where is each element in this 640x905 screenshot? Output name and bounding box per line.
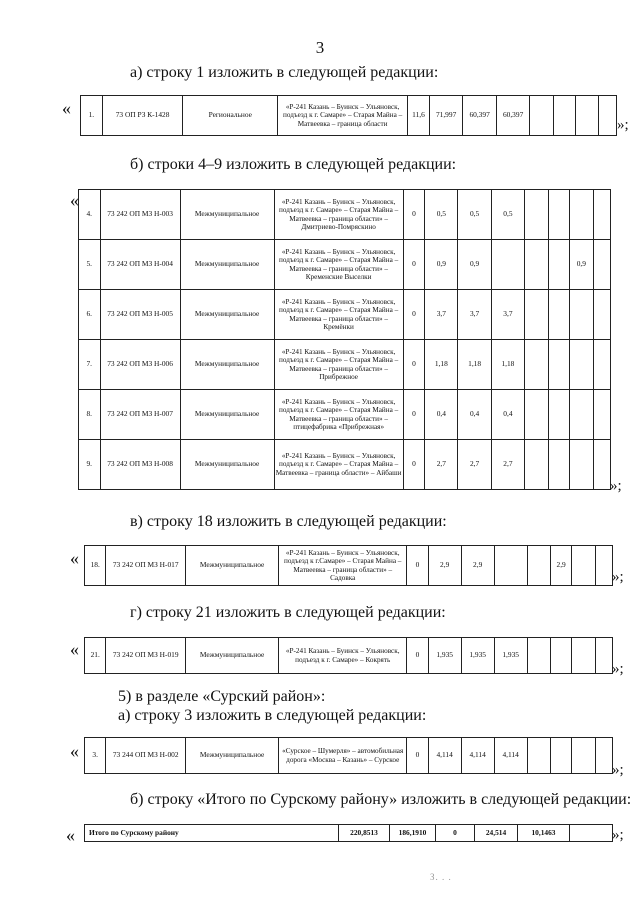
value-cell: 3,7: [491, 290, 524, 340]
value-cell: 60,397: [463, 96, 497, 136]
road-name: «Р-241 Казань – Буинск – Ульяновск, подъезд к г. Самаре» – Старая Майна – Матвеевка – граница области: [278, 96, 408, 136]
value-cell: 1,935: [428, 638, 461, 674]
row-number: 1.: [81, 96, 103, 136]
value-cell: 0,5: [425, 190, 458, 240]
table-row: [79, 190, 611, 240]
table-section-g: [84, 637, 613, 674]
value-cell: [491, 240, 524, 290]
table-section-b: [78, 189, 611, 490]
road-type: Межмуниципальное: [185, 546, 278, 586]
table-row: [85, 738, 613, 774]
empty-cell: [593, 390, 611, 440]
close-quote: »;: [617, 117, 629, 133]
value-cell: [548, 240, 570, 290]
road-code: 73 242 ОП МЗ Н-019: [106, 638, 186, 674]
value-cell: 1,18: [425, 340, 458, 390]
value-cell: 0,9: [458, 240, 491, 290]
road-code: 73 242 ОП МЗ Н-017: [106, 546, 186, 586]
value-cell: 71,997: [429, 96, 463, 136]
row-number: 5.: [79, 240, 101, 290]
value-cell: [494, 546, 527, 586]
section-g-heading: г) строку 21 изложить в следующей редакции:: [130, 604, 446, 621]
row-number: 3.: [85, 738, 106, 774]
sura-heading: 5) в разделе «Сурский район»:: [118, 688, 326, 705]
empty-cell: [599, 96, 617, 136]
road-type: Межмуниципальное: [185, 738, 278, 774]
table-section-a: [80, 95, 617, 136]
value-cell: 1,935: [494, 638, 527, 674]
open-quote: «: [70, 639, 79, 659]
value-cell: [525, 290, 549, 340]
close-quote: »;: [612, 827, 624, 843]
value-cell: 2,9: [428, 546, 461, 586]
value-cell: 0: [407, 638, 428, 674]
value-cell: 1,18: [491, 340, 524, 390]
value-cell: 0: [407, 546, 428, 586]
total-value: 220,8513: [339, 825, 390, 842]
value-cell: 0,4: [458, 390, 491, 440]
table-row: [85, 546, 613, 586]
row-number: 9.: [79, 440, 101, 490]
table-section-v: [84, 545, 613, 586]
road-code: 73 242 ОП МЗ Н-005: [100, 290, 180, 340]
value-cell: 2,9: [550, 546, 571, 586]
section-b-heading: б) строки 4–9 изложить в следующей редакции:: [130, 156, 457, 173]
empty-cell: [593, 340, 611, 390]
road-type: Межмуниципальное: [180, 390, 274, 440]
road-code: 73 242 ОП МЗ Н-003: [100, 190, 180, 240]
value-cell: [525, 240, 549, 290]
road-name: «Р-241 Казань – Буинск – Ульяновск, подъезд к г. Самаре» – Старая Майна – Матвеевка – граница области» – Кремёнки: [274, 290, 403, 340]
value-cell: 3,7: [458, 290, 491, 340]
value-cell: [527, 638, 550, 674]
value-cell: 60,397: [496, 96, 530, 136]
value-cell: 2,7: [458, 440, 491, 490]
empty-cell: [593, 290, 611, 340]
table-section-sura: [84, 737, 613, 774]
value-cell: 3,7: [425, 290, 458, 340]
empty-cell: [595, 638, 613, 674]
road-code: 73 242 ОП МЗ Н-004: [100, 240, 180, 290]
value-cell: 11,6: [408, 96, 430, 136]
empty-cell: [595, 546, 613, 586]
value-cell: [572, 546, 595, 586]
value-cell: [553, 96, 575, 136]
total-value: 24,514: [475, 825, 518, 842]
row-number: 8.: [79, 390, 101, 440]
value-cell: [570, 190, 594, 240]
value-cell: [525, 440, 549, 490]
road-code: 73 242 ОП МЗ Н-006: [100, 340, 180, 390]
value-cell: [527, 546, 550, 586]
road-name: «Сурское – Шумерля» – автомобильная дорога «Москва – Казань» – Сурское: [279, 738, 407, 774]
value-cell: 1,935: [461, 638, 494, 674]
section-a-heading: а) строку 1 изложить в следующей редакции:: [130, 64, 439, 81]
total-value: 186,1910: [390, 825, 436, 842]
value-cell: 0: [403, 340, 425, 390]
row-number: 6.: [79, 290, 101, 340]
value-cell: [548, 190, 570, 240]
road-type: Межмуниципальное: [180, 440, 274, 490]
table-row: [79, 290, 611, 340]
value-cell: 4,114: [494, 738, 527, 774]
road-type: Межмуниципальное: [180, 340, 274, 390]
close-quote: »;: [610, 478, 622, 494]
value-cell: [525, 390, 549, 440]
road-type: Межмуниципальное: [180, 290, 274, 340]
value-cell: [570, 290, 594, 340]
value-cell: [530, 96, 554, 136]
close-quote: »;: [612, 762, 624, 778]
page-number: 3: [315, 38, 325, 57]
total-table: [84, 824, 613, 842]
value-cell: 0: [403, 190, 425, 240]
road-code: 73 244 ОП МЗ Н-002: [106, 738, 186, 774]
value-cell: 0: [407, 738, 428, 774]
table-row: [79, 240, 611, 290]
value-cell: 0,4: [425, 390, 458, 440]
empty-cell: [593, 190, 611, 240]
value-cell: 0: [403, 240, 425, 290]
row-number: 21.: [85, 638, 106, 674]
total-empty-cell: [570, 825, 613, 842]
value-cell: [572, 738, 595, 774]
empty-cell: [595, 738, 613, 774]
row-number: 4.: [79, 190, 101, 240]
value-cell: [570, 390, 594, 440]
open-quote: «: [70, 741, 79, 761]
empty-cell: [593, 440, 611, 490]
row-number: 7.: [79, 340, 101, 390]
value-cell: 0: [403, 290, 425, 340]
value-cell: [572, 638, 595, 674]
value-cell: [525, 340, 549, 390]
open-quote: «: [62, 98, 71, 118]
value-cell: 2,7: [425, 440, 458, 490]
road-name: «Р-241 Казань – Буинск – Ульяновск, подъезд к г. Самаре» – Старая Майна – Матвеевка – граница области» – птицефабрика «Прибрежная»: [274, 390, 403, 440]
value-cell: [570, 340, 594, 390]
road-name: «Р-241 Казань – Буинск – Ульяновск, подъезд к г. Самаре» – Старая Майна – Матвеевка – граница области» – Дмитриево-Помряскино: [274, 190, 403, 240]
value-cell: [570, 440, 594, 490]
road-type: Межмуниципальное: [180, 240, 274, 290]
value-cell: 0,9: [425, 240, 458, 290]
total-value: 10,1463: [518, 825, 570, 842]
value-cell: 4,114: [428, 738, 461, 774]
road-code: 73 242 ОП МЗ Н-008: [100, 440, 180, 490]
total-value: 0: [436, 825, 475, 842]
road-name: «Р-241 Казань – Буинск – Ульяновск, подъезд к г. Самаре» – Кокрять: [279, 638, 407, 674]
value-cell: 0,5: [491, 190, 524, 240]
sura-subheading: а) строку 3 изложить в следующей редакции:: [118, 707, 427, 724]
road-code: 73 ОП РЗ К-1428: [102, 96, 183, 136]
road-name: «Р-241 Казань – Буинск – Ульяновск, подъезд к г. Самаре» – Старая Майна – Матвеевка – граница области» – Айбаши: [274, 440, 403, 490]
road-code: 73 242 ОП МЗ Н-007: [100, 390, 180, 440]
value-cell: [548, 290, 570, 340]
total-label: Итого по Сурскому району: [85, 825, 339, 842]
open-quote: «: [66, 825, 75, 845]
section-v-heading: в) строку 18 изложить в следующей редакции:: [130, 513, 447, 530]
empty-cell: [593, 240, 611, 290]
table-row: [79, 340, 611, 390]
road-type: Региональное: [183, 96, 278, 136]
value-cell: 0: [403, 440, 425, 490]
open-quote: «: [70, 548, 79, 568]
value-cell: 0,5: [458, 190, 491, 240]
row-number: 18.: [85, 546, 106, 586]
close-quote: »;: [612, 661, 624, 677]
value-cell: 0,9: [570, 240, 594, 290]
bottom-mark: З. . .: [430, 872, 452, 882]
value-cell: 2,9: [461, 546, 494, 586]
road-name: «Р-241 Казань – Буинск – Ульяновск, подъезд к г. Самаре» – Старая Майна – Матвеевка – граница области» – Прибрежное: [274, 340, 403, 390]
value-cell: [575, 96, 599, 136]
road-type: Межмуниципальное: [180, 190, 274, 240]
value-cell: 0,4: [491, 390, 524, 440]
value-cell: [550, 638, 571, 674]
value-cell: 0: [403, 390, 425, 440]
close-quote: »;: [612, 569, 624, 585]
table-row: [81, 96, 617, 136]
road-type: Межмуниципальное: [185, 638, 278, 674]
value-cell: [550, 738, 571, 774]
total-row: [85, 825, 613, 842]
value-cell: 1,18: [458, 340, 491, 390]
table-row: [85, 638, 613, 674]
value-cell: [548, 340, 570, 390]
value-cell: [525, 190, 549, 240]
table-row: [79, 390, 611, 440]
road-name: «Р-241 Казань – Буинск – Ульяновск, подъезд к г.Самаре» – Старая Майна – Матвеевка – граница области» – Садовка: [279, 546, 407, 586]
table-row: [79, 440, 611, 490]
road-name: «Р-241 Казань – Буинск – Ульяновск, подъезд к г. Самаре» – Старая Майна – Матвеевка – граница области» – Кременские Выселки: [274, 240, 403, 290]
open-quote: «: [70, 190, 79, 210]
value-cell: [548, 390, 570, 440]
total-heading: б) строку «Итого по Сурскому району» изложить в следующей редакции:: [130, 791, 632, 808]
value-cell: 4,114: [461, 738, 494, 774]
value-cell: [527, 738, 550, 774]
value-cell: [548, 440, 570, 490]
value-cell: 2,7: [491, 440, 524, 490]
